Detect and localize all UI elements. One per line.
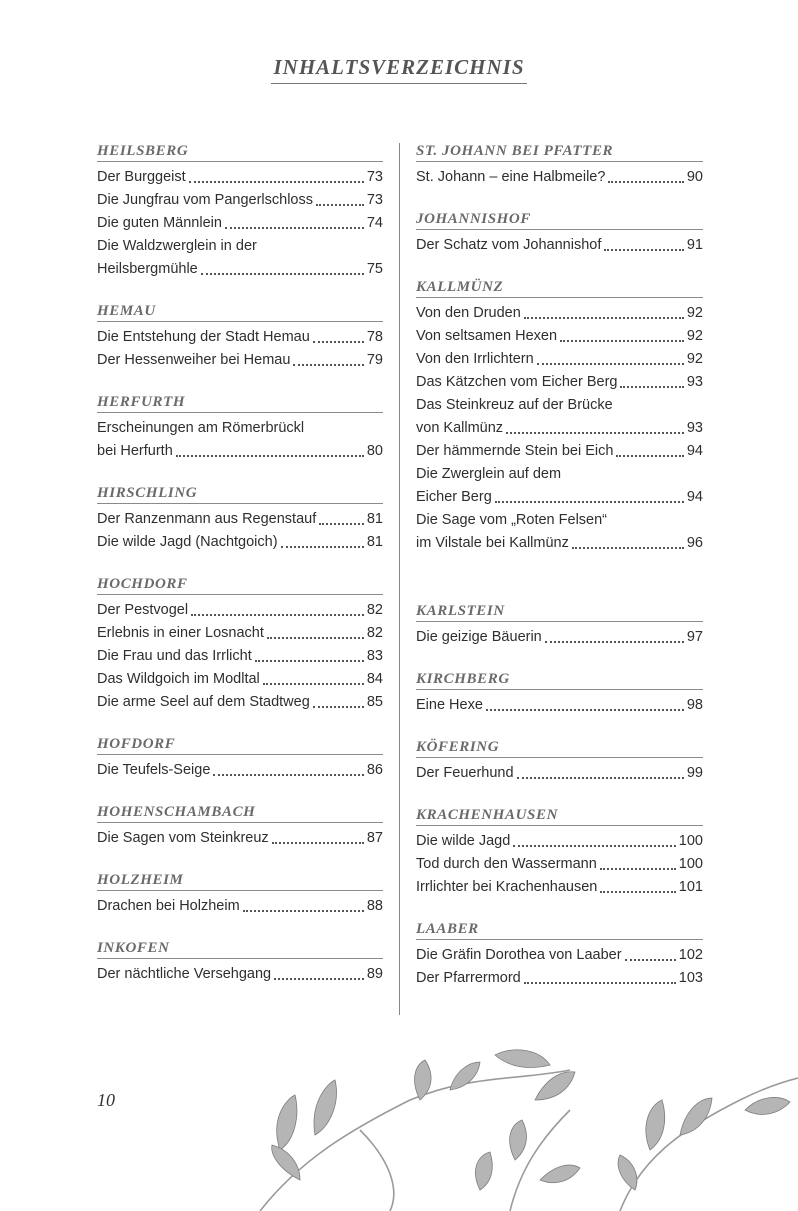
section-heading-text: HERFURTH bbox=[97, 394, 186, 410]
dot-leader bbox=[506, 432, 684, 434]
column-divider bbox=[399, 143, 400, 1015]
entry-page: 100 bbox=[678, 833, 703, 849]
entry-page: 98 bbox=[686, 697, 703, 713]
dot-leader bbox=[495, 501, 684, 503]
toc-section bbox=[416, 739, 703, 785]
dot-leader bbox=[191, 614, 364, 616]
dot-leader bbox=[272, 842, 364, 844]
entry-title: Der Feuerhund bbox=[416, 765, 514, 781]
entry-page: 100 bbox=[678, 856, 703, 872]
entry-page: 92 bbox=[686, 351, 703, 367]
toc-entry[interactable] bbox=[97, 599, 383, 622]
dot-leader bbox=[545, 641, 684, 643]
entry-line bbox=[416, 417, 703, 440]
section-heading bbox=[97, 872, 383, 891]
entry-title: Von den Druden bbox=[416, 305, 521, 321]
toc-entry[interactable] bbox=[97, 895, 383, 918]
entry-title: Von den Irrlichtern bbox=[416, 351, 534, 367]
page-number: 10 bbox=[97, 1090, 115, 1110]
dot-leader bbox=[176, 455, 364, 457]
entry-page: 73 bbox=[366, 169, 383, 185]
toc-section bbox=[97, 303, 383, 372]
toc-section bbox=[416, 921, 703, 990]
entry-page: 83 bbox=[366, 648, 383, 664]
entry-page: 92 bbox=[686, 305, 703, 321]
dot-leader bbox=[608, 181, 683, 183]
toc-entry[interactable] bbox=[416, 302, 703, 325]
toc-entry[interactable] bbox=[97, 508, 383, 531]
toc-entry[interactable] bbox=[97, 189, 383, 212]
section-heading bbox=[97, 940, 383, 959]
section-heading-text: KARLSTEIN bbox=[416, 603, 505, 619]
entry-title: Das Wildgoich im Modltal bbox=[97, 671, 260, 687]
toc-section bbox=[97, 940, 383, 986]
entry-title: Der nächtliche Versehgang bbox=[97, 966, 272, 982]
toc-entry[interactable] bbox=[416, 967, 703, 990]
toc-entry[interactable] bbox=[416, 876, 703, 899]
entry-title-continued: Eicher Berg bbox=[416, 489, 492, 505]
toc-section bbox=[97, 872, 383, 918]
entry-title: Die Frau und das Irrlicht bbox=[97, 648, 252, 664]
section-heading bbox=[416, 921, 703, 940]
dot-leader bbox=[263, 683, 364, 685]
toc-section bbox=[416, 143, 703, 189]
entry-title: Die arme Seel auf dem Stadtweg bbox=[97, 694, 310, 710]
entry-line bbox=[97, 440, 383, 463]
section-heading-text: INKOFEN bbox=[97, 940, 170, 956]
dot-leader bbox=[625, 959, 676, 961]
entry-page: 80 bbox=[366, 443, 383, 459]
entry-page: 88 bbox=[366, 898, 383, 914]
entry-page: 97 bbox=[686, 629, 703, 645]
dot-leader bbox=[313, 706, 364, 708]
dot-leader bbox=[537, 363, 684, 365]
entry-title: Tod durch den Wassermann bbox=[416, 856, 597, 872]
entry-line bbox=[416, 486, 703, 509]
toc-section bbox=[416, 211, 703, 257]
dot-leader bbox=[620, 386, 683, 388]
section-heading bbox=[416, 739, 703, 758]
section-heading bbox=[416, 807, 703, 826]
botanical-illustration bbox=[240, 1040, 798, 1211]
toc-entry[interactable] bbox=[97, 645, 383, 668]
entry-page: 78 bbox=[366, 329, 383, 345]
toc-section bbox=[97, 394, 383, 463]
toc-entry[interactable] bbox=[416, 234, 703, 257]
entry-page: 74 bbox=[366, 215, 383, 231]
entry-title: Die guten Männlein bbox=[97, 215, 222, 231]
section-heading bbox=[97, 394, 383, 413]
toc-section bbox=[416, 279, 703, 555]
toc-entry[interactable] bbox=[97, 827, 383, 850]
entry-page: 75 bbox=[366, 261, 383, 277]
section-heading bbox=[97, 303, 383, 322]
toc-entry[interactable] bbox=[97, 759, 383, 782]
dot-leader bbox=[600, 891, 675, 893]
toc-entry[interactable] bbox=[416, 394, 703, 440]
entry-page: 73 bbox=[366, 192, 383, 208]
dot-leader bbox=[313, 341, 364, 343]
toc-section bbox=[97, 576, 383, 714]
toc-entry[interactable] bbox=[97, 963, 383, 986]
dot-leader bbox=[243, 910, 364, 912]
entry-page: 89 bbox=[366, 966, 383, 982]
entry-line bbox=[416, 463, 703, 486]
section-heading bbox=[97, 485, 383, 504]
entry-line bbox=[416, 532, 703, 555]
entry-page: 85 bbox=[366, 694, 383, 710]
toc-entry[interactable] bbox=[416, 325, 703, 348]
entry-title: Die wilde Jagd (Nachtgoich) bbox=[97, 534, 278, 550]
toc-entry[interactable] bbox=[416, 371, 703, 394]
entry-page: 93 bbox=[686, 420, 703, 436]
entry-title-continued: von Kallmünz bbox=[416, 420, 504, 436]
toc-left-column bbox=[97, 143, 383, 1008]
dot-leader bbox=[616, 455, 683, 457]
section-heading-text: ST. JOHANN BEI PFATTER bbox=[416, 143, 614, 159]
section-heading bbox=[416, 671, 703, 690]
toc-entry[interactable] bbox=[97, 531, 383, 554]
entry-title-continued: bei Herfurth bbox=[97, 443, 173, 459]
section-heading-text: JOHANNISHOF bbox=[416, 211, 531, 227]
entry-title: Die Waldzwerglein in der bbox=[97, 238, 257, 254]
entry-page: 94 bbox=[686, 443, 703, 459]
dot-leader bbox=[281, 546, 364, 548]
toc-section bbox=[416, 807, 703, 899]
entry-title: Die Gräfin Dorothea von Laaber bbox=[416, 947, 622, 963]
entry-title: Der hämmernde Stein bei Eich bbox=[416, 443, 614, 459]
section-heading bbox=[416, 603, 703, 622]
section-heading-text: HOCHDORF bbox=[97, 576, 188, 592]
entry-title: Der Hessenweiher bei Hemau bbox=[97, 352, 291, 368]
entry-page: 96 bbox=[686, 535, 703, 551]
dot-leader bbox=[517, 777, 684, 779]
section-heading-text: HOHENSCHAMBACH bbox=[97, 804, 256, 820]
dot-leader bbox=[225, 227, 364, 229]
entry-page: 102 bbox=[678, 947, 703, 963]
section-heading bbox=[416, 143, 703, 162]
toc-entry[interactable] bbox=[97, 235, 383, 281]
dot-leader bbox=[319, 523, 364, 525]
entry-title: Das Kätzchen vom Eicher Berg bbox=[416, 374, 618, 390]
entry-title-continued: im Vilstale bei Kallmünz bbox=[416, 535, 569, 551]
toc-entry[interactable] bbox=[416, 626, 703, 649]
toc-section bbox=[97, 804, 383, 850]
section-heading bbox=[97, 576, 383, 595]
entry-page: 92 bbox=[686, 328, 703, 344]
entry-line bbox=[97, 417, 383, 440]
section-heading-text: HEMAU bbox=[97, 303, 156, 319]
entry-title: Von seltsamen Hexen bbox=[416, 328, 558, 344]
dot-leader bbox=[560, 340, 684, 342]
entry-line bbox=[416, 394, 703, 417]
entry-title: Irrlichter bei Krachenhausen bbox=[416, 879, 598, 895]
entry-title: Die Sagen vom Steinkreuz bbox=[97, 830, 269, 846]
entry-page: 86 bbox=[366, 762, 383, 778]
entry-title: Die geizige Bäuerin bbox=[416, 629, 542, 645]
entry-page: 99 bbox=[686, 765, 703, 781]
section-heading-text: HOFDORF bbox=[97, 736, 176, 752]
toc-right-column bbox=[416, 143, 703, 1012]
section-heading-text: LAABER bbox=[416, 921, 479, 937]
toc-entry[interactable] bbox=[416, 762, 703, 785]
entry-title: Erlebnis in einer Losnacht bbox=[97, 625, 264, 641]
entry-page: 81 bbox=[366, 511, 383, 527]
toc-entry[interactable] bbox=[97, 691, 383, 714]
toc-section bbox=[416, 671, 703, 717]
toc-section bbox=[97, 143, 383, 281]
toc-entry[interactable] bbox=[416, 853, 703, 876]
toc-entry[interactable] bbox=[97, 212, 383, 235]
dot-leader bbox=[267, 637, 364, 639]
dot-leader bbox=[274, 978, 364, 980]
entry-line bbox=[97, 235, 383, 258]
entry-page: 93 bbox=[686, 374, 703, 390]
entry-page: 87 bbox=[366, 830, 383, 846]
dot-leader bbox=[524, 982, 676, 984]
section-heading-text: KIRCHBERG bbox=[416, 671, 510, 687]
entry-line bbox=[416, 509, 703, 532]
toc-section bbox=[97, 485, 383, 554]
entry-page: 81 bbox=[366, 534, 383, 550]
entry-title: Die Entstehung der Stadt Hemau bbox=[97, 329, 310, 345]
entry-page: 82 bbox=[366, 602, 383, 618]
section-heading-text: KRACHENHAUSEN bbox=[416, 807, 559, 823]
entry-page: 103 bbox=[678, 970, 703, 986]
toc-section bbox=[97, 736, 383, 782]
page-title-wrap bbox=[0, 55, 798, 84]
section-heading-text: HIRSCHLING bbox=[97, 485, 198, 501]
dot-leader bbox=[201, 273, 364, 275]
entry-title: St. Johann – eine Halbmeile? bbox=[416, 169, 606, 185]
entry-line bbox=[97, 258, 383, 281]
toc-entry[interactable] bbox=[97, 349, 383, 372]
section-heading-text: HOLZHEIM bbox=[97, 872, 184, 888]
dot-leader bbox=[255, 660, 364, 662]
dot-leader bbox=[293, 364, 363, 366]
dot-leader bbox=[524, 317, 684, 319]
entry-page: 82 bbox=[366, 625, 383, 641]
entry-title: Der Schatz vom Johannishof bbox=[416, 237, 602, 253]
toc-entry[interactable] bbox=[97, 668, 383, 691]
entry-title: Drachen bei Holzheim bbox=[97, 898, 240, 914]
entry-title: Die Sage vom „Roten Felsen“ bbox=[416, 512, 607, 528]
entry-title: Die Zwerglein auf dem bbox=[416, 466, 562, 482]
entry-title: Die Teufels-Seige bbox=[97, 762, 211, 778]
dot-leader bbox=[189, 181, 364, 183]
toc-entry[interactable] bbox=[416, 463, 703, 509]
dot-leader bbox=[513, 845, 675, 847]
entry-page: 101 bbox=[678, 879, 703, 895]
dot-leader bbox=[604, 249, 683, 251]
toc-entry[interactable] bbox=[97, 417, 383, 463]
entry-title: Erscheinungen am Römerbrückl bbox=[97, 420, 305, 436]
page-title: INHALTSVERZEICHNIS bbox=[271, 55, 526, 84]
dot-leader bbox=[213, 774, 363, 776]
entry-title: Der Ranzenmann aus Regenstauf bbox=[97, 511, 317, 527]
toc-entry[interactable] bbox=[416, 440, 703, 463]
section-heading bbox=[416, 279, 703, 298]
toc-entry[interactable] bbox=[97, 326, 383, 349]
dot-leader bbox=[600, 868, 676, 870]
entry-title: Der Pfarrermord bbox=[416, 970, 521, 986]
entry-page: 91 bbox=[686, 237, 703, 253]
entry-page: 84 bbox=[366, 671, 383, 687]
dot-leader bbox=[316, 204, 364, 206]
entry-page: 90 bbox=[686, 169, 703, 185]
dot-leader bbox=[572, 547, 684, 549]
entry-title: Eine Hexe bbox=[416, 697, 483, 713]
section-heading-text: KALLMÜNZ bbox=[416, 279, 504, 295]
section-heading bbox=[416, 211, 703, 230]
entry-title: Das Steinkreuz auf der Brücke bbox=[416, 397, 613, 413]
section-heading-text: KÖFERING bbox=[416, 739, 500, 755]
entry-page: 94 bbox=[686, 489, 703, 505]
toc-entry[interactable] bbox=[416, 694, 703, 717]
entry-title: Der Pestvogel bbox=[97, 602, 189, 618]
entry-title: Die wilde Jagd bbox=[416, 833, 511, 849]
toc-section bbox=[416, 603, 703, 649]
section-heading bbox=[97, 804, 383, 823]
toc-entry[interactable] bbox=[97, 622, 383, 645]
toc-entry[interactable] bbox=[97, 166, 383, 189]
section-heading-text: HEILSBERG bbox=[97, 143, 189, 159]
toc-entry[interactable] bbox=[416, 166, 703, 189]
toc-entry[interactable] bbox=[416, 509, 703, 555]
section-heading bbox=[97, 143, 383, 162]
section-heading bbox=[97, 736, 383, 755]
toc-entry[interactable] bbox=[416, 830, 703, 853]
dot-leader bbox=[486, 709, 684, 711]
entry-title: Der Burggeist bbox=[97, 169, 186, 185]
entry-page: 79 bbox=[366, 352, 383, 368]
toc-entry[interactable] bbox=[416, 944, 703, 967]
toc-entry[interactable] bbox=[416, 348, 703, 371]
entry-title-continued: Heilsbergmühle bbox=[97, 261, 198, 277]
entry-title: Die Jungfrau vom Pangerlschloss bbox=[97, 192, 313, 208]
